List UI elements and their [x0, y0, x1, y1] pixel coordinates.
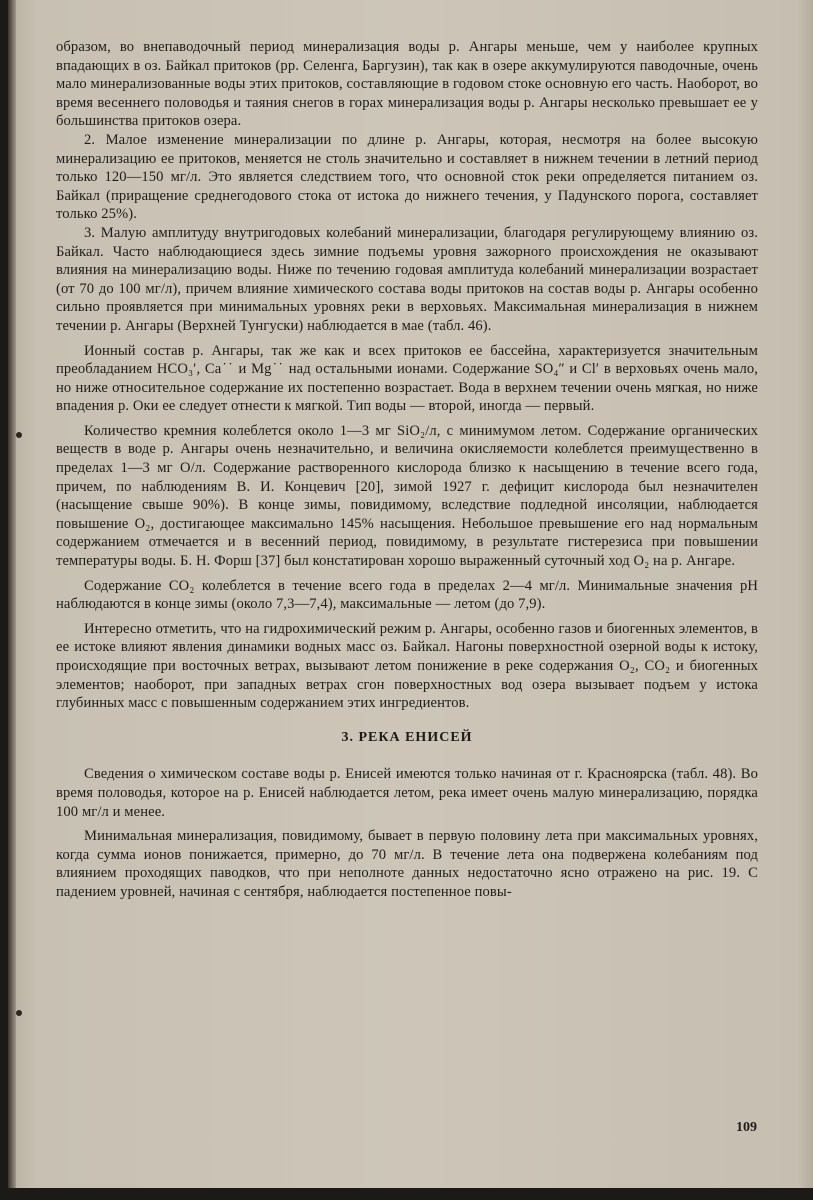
- paragraph-point-2: 2. Малое изменение минерализации по длине р. Ангары, которая, несмотря на более высокую минерализацию ее притоков, меняется не столь значительно и составляет в нижнем течении в летний период только 120—150 мг/л. Это является следствием того, что основной сток реки определяется питанием оз. Байкал (приращение среднегодового стока от истока до нижнего течения, у Падунского порога, составляет только 25%).: [56, 131, 758, 223]
- page-text: [56, 38, 758, 902]
- page-number: 109: [736, 1120, 757, 1135]
- paragraph-hydrochemical-regime: Интересно отметить, что на гидрохимический режим р. Ангары, особенно газов и биогенных элементов, в ее истоке влияют явления динамики водных масс оз. Байкал. Нагоны поверхностной озерной воды к истоку, происходящие при восточных ветрах, вызывают летом понижение в реке содержания O₂, CO₂ и биогенных элементов; наоборот, при западных ветрах сгон поверхностных вод озера вызывает подъем у истока глубинных масс с повышенным содержанием этих ингредиентов.: [56, 620, 758, 712]
- section-heading: 3. РЕКА ЕНИСЕЙ: [341, 729, 473, 745]
- paragraph-continuation: образом, во внепаводочный период минерализация воды р. Ангары меньше, чем у наиболее крупных впадающих в оз. Байкал притоков (рр. Селенга, Баргузин), так как в озере аккумулируются паводочные, очень мало минерализованные воды этих притоков, составляющие в годовом стоке основную его часть. Наоборот, во время весеннего половодья и таяния снегов в горах минерализация воды р. Ангары несколько превышает ее у большинства притоков озера.: [56, 39, 758, 130]
- paragraph-ionic-composition: Ионный состав р. Ангары, так же как и всех притоков ее бассейна, характеризуется значительным преобладанием HCO₃′, Ca˙˙ и Mg˙˙ над остальными ионами. Содержание SO₄″ и Cl′ в верховьях очень мало, но ниже относительное содержание их постепенно возрастает. Вода в верхнем течении очень мягкая, но ниже впадения р. Оки ее следует отнести к мягкой. Тип воды — второй, иногда — первый.: [56, 342, 758, 415]
- book-page: [8, 0, 813, 1188]
- paragraph-silicon-oxygen: Количество кремния колеблется около 1—3 мг SiO₂/л, с минимумом летом. Содержание органических веществ в воде р. Ангары очень незначительно, и величина окисляемости колеблется преимущественно в пределах 1—3 мг О/л. Содержание растворенного кислорода близко к насыщению в течение всего года, причем, по наблюдениям В. И. Концевич [20], зимой 1927 г. дефицит кислорода был незначителен (насыщение свыше 90%). В конце зимы, повидимому, вследствие подледной инсоляции, наблюдается повышение O₂, достигающее максимально 145% насыщения. Небольшое превышение его над нормальным содержанием отмечается и в весенний период, повидимому, в результате гистерезиса при повышении температуры воды. Б. Н. Форш [37] был констатирован хорошо выраженный суточный ход O₂ на р. Ангаре.: [56, 422, 758, 570]
- paragraph-point-3: 3. Малую амплитуду внутригодовых колебаний минерализации, благодаря регулирующему влиянию оз. Байкал. Часто наблюдающиеся здесь зимние подъемы уровня зажорного происхождения не оказывают влияния на минерализацию воды. Ниже по течению годовая амплитуда колебаний минерализации возрастает (от 70 до 100 мг/л), причем влияние химического состава воды притоков на состав воды р. Ангары особенно сильно проявляется при минимальных уровнях реки в верховьях. Максимальная минерализация в нижнем течении р. Ангары (Верхней Тунгуски) наблюдается в мае (табл. 46).: [56, 224, 758, 334]
- paragraph-yenisei-intro: Сведения о химическом составе воды р. Енисей имеются только начиная от г. Красноярска (табл. 48). Во время половодья, которое на р. Енисей наблюдается летом, река имеет очень малую минерализацию, порядка 100 мг/л и менее.: [56, 766, 758, 820]
- paragraph-yenisei-minimum: Минимальная минерализация, повидимому, бывает в первую половину лета при максимальных уровнях, когда сумма ионов понижается, примерно, до 70 мг/л. В течение лета она подвержена колебаниям под влиянием проходящих паводков, что при неполноте данных недостаточно ясно отражено на рис. 19. С падением уровней, начиная с сентября, наблюдается постепенное повы-: [56, 828, 758, 900]
- paragraph-co2-ph: Содержание CO₂ колеблется в течение всего года в пределах 2—4 мг/л. Минимальные значения pH наблюдаются в конце зимы (около 7,3—7,4), максимальные — летом (до 7,9).: [56, 577, 758, 613]
